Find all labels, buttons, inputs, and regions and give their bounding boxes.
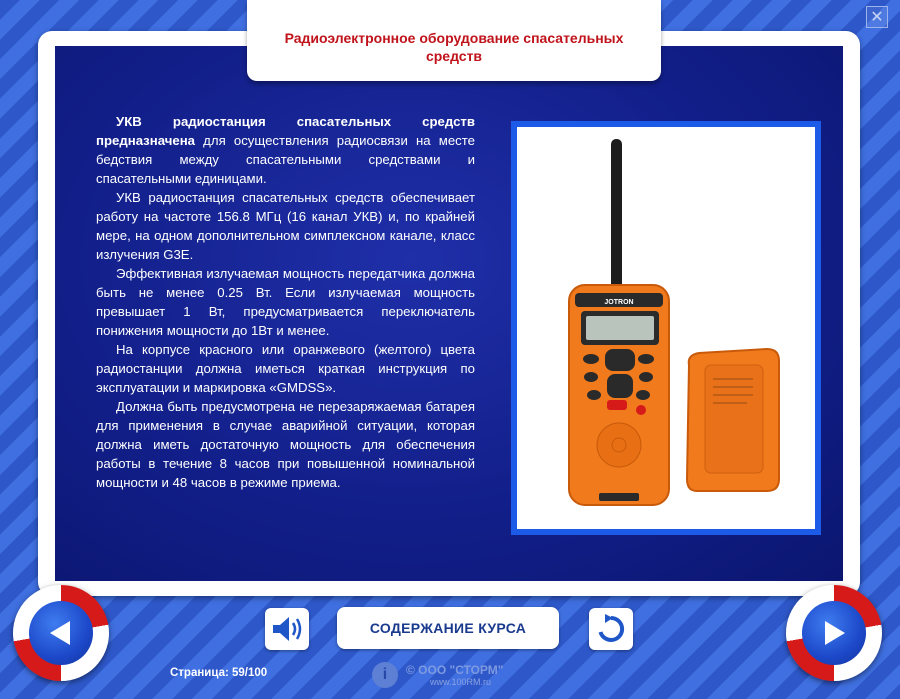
paragraph-purpose-bold: УКВ радиостанция спасательных средств предназначена bbox=[96, 114, 475, 148]
company-logo-icon: i bbox=[372, 662, 398, 688]
title-tab bbox=[247, 0, 661, 81]
article-text bbox=[96, 112, 475, 492]
company-website: www.100RM.ru bbox=[430, 677, 492, 687]
page-counter: Страница: 59/100 bbox=[170, 667, 268, 679]
sound-button[interactable] bbox=[265, 608, 309, 650]
paragraph-purpose-rest: для осуществления радиосвязи на месте бедствия между спасательными средствами и спасательными единицами. bbox=[96, 133, 475, 186]
copyright-text: © ООО "СТОРМ" bbox=[406, 663, 504, 677]
page-title: Радиоэлектронное оборудование спасательных средств bbox=[284, 30, 624, 64]
svg-text:JOTRON: JOTRON bbox=[604, 299, 634, 306]
refresh-icon bbox=[595, 613, 627, 645]
arrow-right-icon bbox=[802, 601, 866, 665]
radio-photo bbox=[517, 127, 815, 529]
paragraph-housing: На корпусе красного или оранжевого (желтого) цвета радиостанции должна иметься краткая инструкция по эксплуатации и маркировка «GMDSS». bbox=[96, 342, 475, 395]
replay-button[interactable] bbox=[589, 608, 633, 650]
copyright-block bbox=[372, 662, 503, 688]
arrow-left-icon bbox=[29, 601, 93, 665]
previous-page-button[interactable] bbox=[13, 585, 109, 681]
paragraph-frequency: УКВ радиостанция спасательных средств обеспечивает работу на частоте 156.8 МГц (16 канал УКВ) и, по крайней мере, на одном дополнительном симплексном канале, класс излучения G3E. bbox=[96, 190, 475, 262]
speaker-icon bbox=[270, 614, 304, 644]
close-window-button[interactable]: ✕ bbox=[866, 6, 888, 28]
paragraph-purpose bbox=[96, 112, 475, 188]
paragraph-power: Эффективная излучаемая мощность передатчика должна быть не менее 0.25 Вт. Если излучаемая мощность превышает 1 Вт, предусматривается переключатель понижения мощности до 1Вт и менее. bbox=[96, 266, 475, 338]
course-contents-button[interactable]: СОДЕРЖАНИЕ КУРСА bbox=[337, 607, 559, 649]
paragraph-battery: Должна быть предусмотрена не перезаряжаемая батарея для применения в случае аварийной ситуации, которая должна иметь достаточную мощность для обеспечения работы в течение 8 часов при повышенной номинальной мощности и 48 часов в режиме приема. bbox=[96, 399, 475, 490]
next-page-button[interactable] bbox=[786, 585, 882, 681]
vhf-radio-illustration bbox=[517, 127, 815, 529]
radio-photo-frame bbox=[511, 121, 821, 535]
